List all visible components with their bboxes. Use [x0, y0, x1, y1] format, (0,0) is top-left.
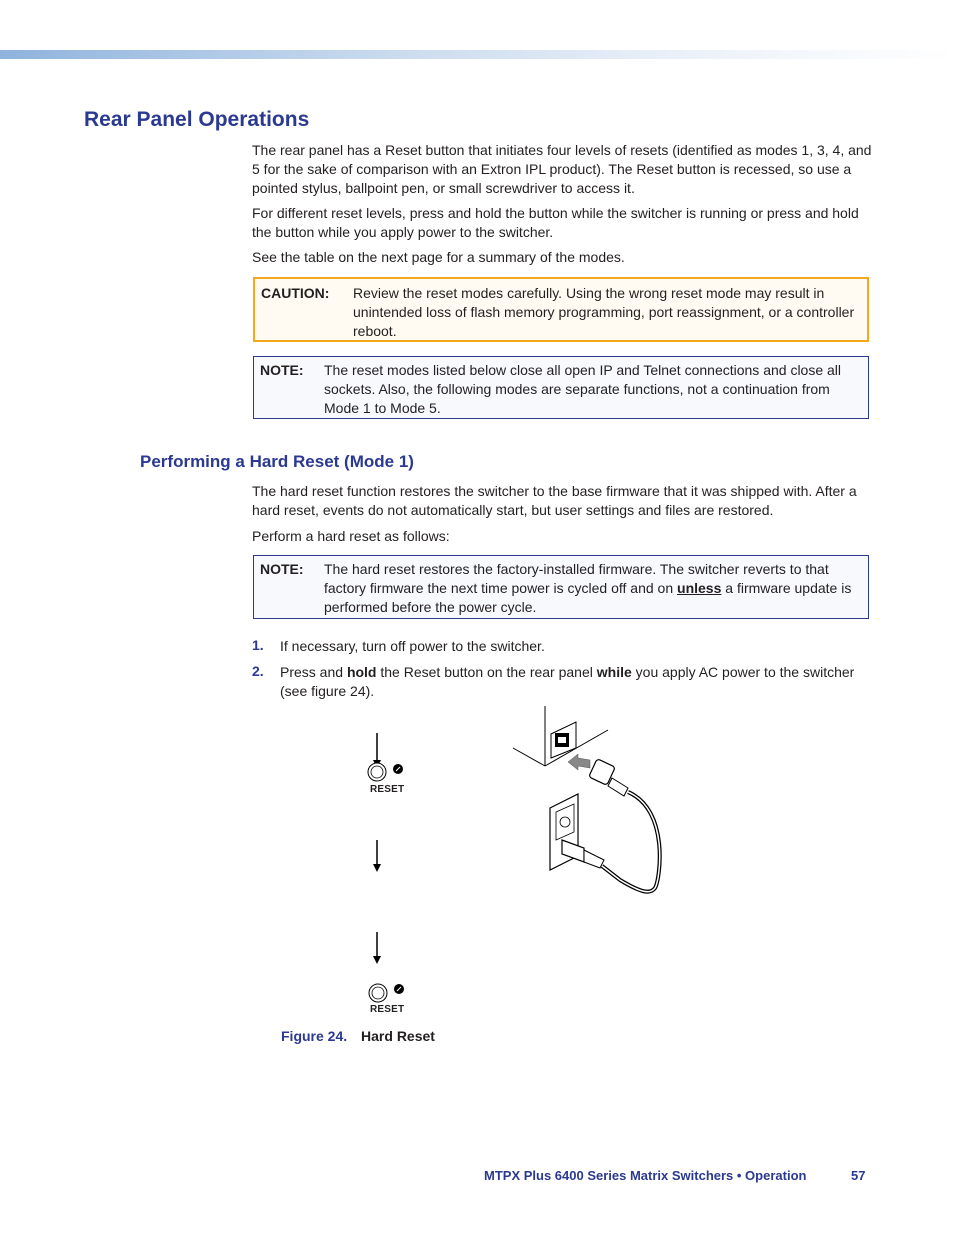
section-heading: Rear Panel Operations: [84, 108, 310, 131]
note-text: The reset modes listed below close all open IP and Telnet connections and close all sockets. Also, the following modes are separate functions, not a continuation from Mode 1 to Mode 5.: [324, 362, 842, 416]
subsection-heading: Performing a Hard Reset (Mode 1): [140, 452, 414, 471]
intro-paragraph-2: For different reset levels, press and hold the button while the switcher is running or press and hold the button while you apply power to the switcher.: [252, 205, 859, 240]
hard-reset-paragraph-1: The hard reset function restores the switcher to the base firmware that it was shipped with. After a hard reset, events do not automatically start, but user settings and files are restored.: [252, 483, 857, 518]
down-arrow-icon: [373, 932, 381, 964]
caution-label: CAUTION:: [261, 285, 330, 301]
intro-paragraph-1: The rear panel has a Reset button that initiates four levels of resets (identified as modes 1, 3, 4, and 5 for the sake of comparison with an Extron IPL product). The Reset button is recessed, so use a pointed stylus, ballpoint pen, or small screwdriver to access it.: [252, 142, 872, 196]
step-emphasis: hold: [346, 664, 377, 680]
reset-label: RESET: [370, 784, 405, 795]
note-text-part: a firmware update is performed before the power cycle.: [324, 580, 852, 615]
step-text-part: the Reset button on the rear panel: [376, 664, 597, 680]
wall-plug-icon: [562, 840, 604, 868]
step-text-part: Press and: [280, 664, 347, 680]
step-emphasis: while: [596, 664, 632, 680]
page-number: 57: [851, 1168, 866, 1183]
note-label: NOTE:: [260, 362, 304, 378]
footer-text: MTPX Plus 6400 Series Matrix Switchers • Operation: [484, 1168, 807, 1183]
led-indicator-icon: [393, 764, 403, 774]
step-text: If necessary, turn off power to the switcher.: [280, 638, 545, 654]
reset-label: RESET: [370, 1004, 405, 1015]
figure-caption: [281, 1028, 435, 1044]
note-emphasis: unless: [677, 580, 722, 596]
power-cable: [602, 792, 660, 892]
step-number: 2.: [252, 663, 264, 679]
reset-button-icon: [369, 984, 387, 1002]
intro-paragraph-3: See the table on the next page for a summary of the modes.: [252, 249, 625, 265]
led-indicator-icon: [394, 984, 404, 994]
note-label: NOTE:: [260, 561, 304, 577]
rear-panel-icon: [513, 706, 608, 766]
insert-arrow-icon: [568, 754, 590, 770]
caution-text: Review the reset modes carefully. Using the wrong reset mode may result in unintended loss of flash memory programming, port reassignment, or a controller reboot.: [353, 285, 855, 339]
down-arrow-icon: [373, 840, 381, 872]
step-number: 1.: [252, 637, 264, 653]
reset-button-icon: [368, 763, 386, 781]
note-text-part: The hard reset restores the factory-installed firmware. The switcher reverts to that factory firmware the next time power is cycled off and on: [324, 561, 829, 596]
step-text-part: you apply AC power to the switcher (see figure 24).: [280, 664, 855, 699]
hard-reset-paragraph-2: Perform a hard reset as follows:: [252, 528, 450, 544]
power-plug-icon: [589, 759, 628, 796]
figure-number: Figure 24.: [281, 1028, 348, 1044]
figure-title: Hard Reset: [361, 1028, 435, 1044]
